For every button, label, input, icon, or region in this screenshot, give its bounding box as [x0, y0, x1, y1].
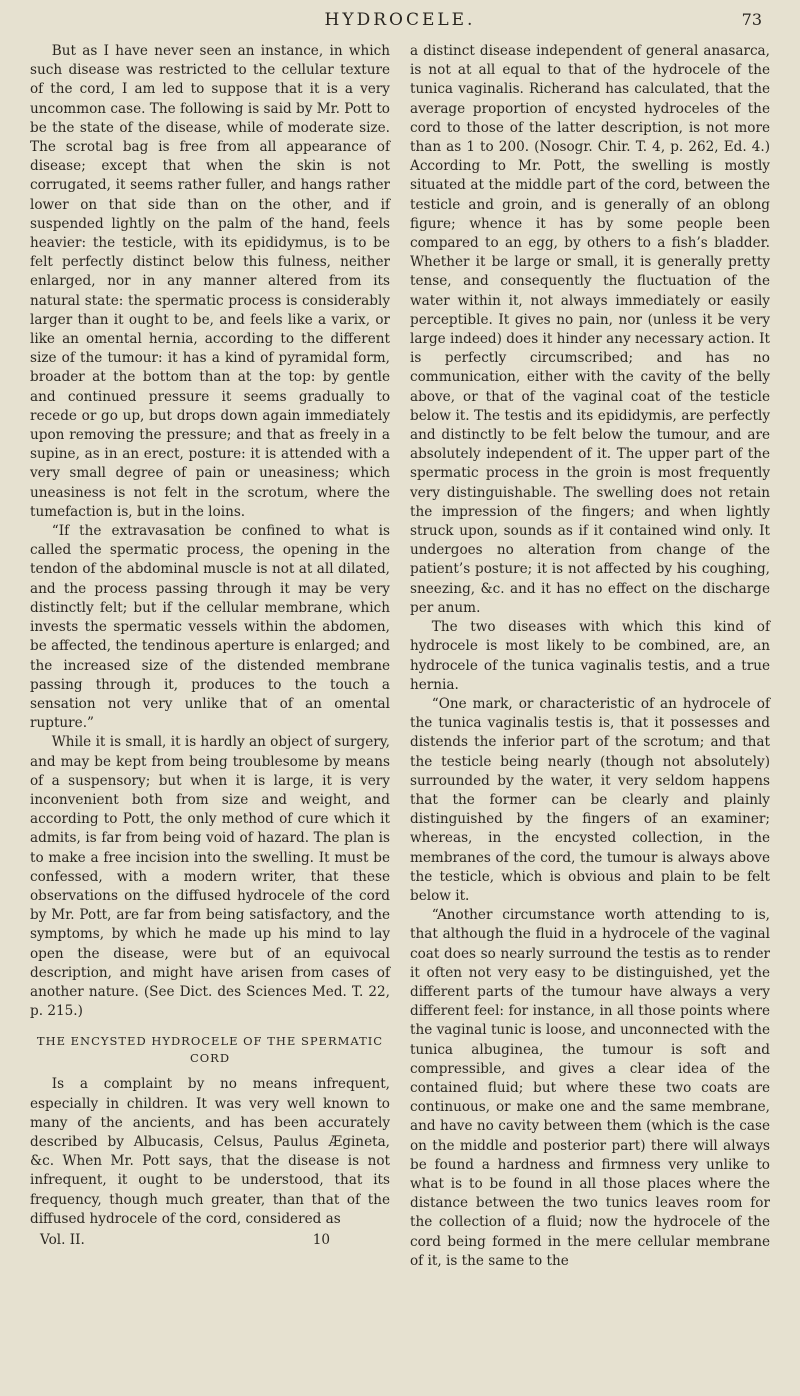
right-column	[410, 42, 770, 1271]
volume-label: Vol. II.	[40, 1231, 85, 1248]
text-columns	[30, 42, 770, 1271]
signature-mark: 10	[312, 1231, 330, 1248]
running-title: HYDROCELE.	[324, 10, 476, 30]
left-paragraph-1: But as I have never seen an instance, in which such disease was restricted to the cellular texture of the cord, I am led to suppose that it is a very uncommon case. The following is said by Mr. Pott to be the state of the disease, while of moderate size. The scrotal bag is free from all appearance of disease; except that when the skin is not corrugated, it seems rather fuller, and hangs rather lower on that side than on the other, and if suspended lightly on the palm of the hand, feels heavier: the testicle, with its epididymus, is to be felt perfectly distinct below this fulness, neither enlarged, nor in any manner altered from its natural state: the spermatic process is considerably larger than it ought to be, and feels like a varix, or like an omental hernia, according to the different size of the tumour: it has a kind of pyramidal form, broader at the bottom than at the top: by gentle and continued pressure it seems gradually to recede or go up, but drops down again immediately upon removing the pressure; and that as freely in a supine, as in an erect, posture: it is attended with a very small degree of pain or uneasiness; which uneasiness is not felt in the scrotum, where the tumefaction is, but in the loins.	[30, 43, 390, 520]
left-paragraph-3: While it is small, it is hardly an object of surgery, and may be kept from being troublesome by means of a suspensory; but when it is large, it is very inconvenient both from size and weight, and according to Pott, the only method of cure which it admits, is far from being void of hazard. The plan is to make a free incision into the swelling. It must be confessed, with a modern writer, that these observations on the diffused hydrocele of the cord by Mr. Pott, are far from being satisfactory, and the symptoms, by which he made up his mind to lay open the disease, were but of an equivocal description, and might have arisen from cases of another nature. (See Dict. des Sciences Med. T. 22, p. 215.)	[30, 734, 390, 1020]
right-paragraph-1: a distinct disease independent of general anasarca, is not at all equal to that of the hydrocele of the tunica vaginalis. Richerand has calculated, that the average proportion of encysted hydroceles of the cord to those of the latter description, is not more than as 1 to 200. (Nosogr. Chir. T. 4, p. 262, Ed. 4.) According to Mr. Pott, the swelling is mostly situated at the middle part of the cord, between the testicle and groin, and is generally of an oblong figure; whence it has by some people been compared to an egg, by others to a fish’s bladder. Whether it be large or small, it is generally pretty tense, and consequently the fluctuation of the water within it, not always immediately or easily perceptible. It gives no pain, nor (unless it be very large indeed) does it hinder any necessary action. It is perfectly circumscribed; and has no communication, either with the cavity of the belly above, or that of the vaginal coat of the testicle below it. The testis and its epididymis, are perfectly and distinctly to be felt below the tumour, and are absolutely independent of it. The upper part of the spermatic process in the groin is most frequently very distinguishable. The swelling does not retain the impression of the fingers; and when lightly struck upon, sounds as if it contained wind only. It undergoes no alteration from change of the patient’s posture; it is not affected by his coughing, sneezing, &c. and it has no effect on the discharge per anum.	[410, 43, 770, 616]
left-paragraph-2: “If the extravasation be confined to what is called the spermatic process, the opening in the tendon of the abdominal muscle is not at all dilated, and the process passing through it may be very distinctly felt; but if the cellular membrane, which invests the spermatic vessels within the abdomen, be affected, the tendinous aperture is enlarged; and the increased size of the distended membrane passing through it, produces to the touch a sensation not very unlike that of an omental rupture.”	[30, 523, 390, 732]
right-paragraph-4: “Another circumstance worth attending to is, that although the fluid in a hydrocele of the vaginal coat does so nearly surround the testis as to render it often not very easy to be distinguished, yet the different parts of the tumour have always a very different feel: for instance, in all those points where the vaginal tunic is loose, and unconnected with the tunica albuginea, the tumour is soft and compressible, and gives a clear idea of the contained fluid; but where these two coats are continuous, or make one and the same membrane, and have no cavity between them (which is the case on the middle and posterior part) there will always be found a hardness and firmness very unlike to what is to be found in all those places where the distance between the two tunics leaves room for the collection of a fluid; now the hydrocele of the cord being formed in the mere cellular membrane of it, is the same to the	[410, 907, 770, 1269]
page-footer	[30, 1231, 390, 1250]
left-paragraph-4: Is a complaint by no means infrequent, especially in children. It was very well known to many of the ancients, and has been accurately described by Albucasis, Celsus, Paulus Ægineta, &c. When Mr. Pott says, that the disease is not infrequent, it ought to be understood, that its frequency, though much greater, than that of the diffused hydrocele of the cord, considered as	[30, 1076, 390, 1227]
page-header	[30, 10, 770, 36]
left-column	[30, 42, 390, 1271]
right-paragraph-3: “One mark, or characteristic of an hydrocele of the tunica vaginalis testis is, that it possesses and distends the inferior part of the scrotum; and that the testicle being nearly (though not absolutely) surrounded by the water, it very seldom happens that the former can be clearly and plainly distinguished by the fingers of an examiner; whereas, in the encysted collection, in the membranes of the cord, the tumour is always above the testicle, which is obvious and plain to be felt below it.	[410, 695, 770, 904]
page-number: 73	[741, 10, 762, 29]
right-paragraph-2: The two diseases with which this kind of hydrocele is most likely to be combined, are, an hydrocele of the tunica vaginalis testis, and a true hernia.	[410, 619, 770, 693]
section-heading: THE ENCYSTED HYDROCELE OF THE SPERMATIC CORD	[36, 1034, 384, 1066]
